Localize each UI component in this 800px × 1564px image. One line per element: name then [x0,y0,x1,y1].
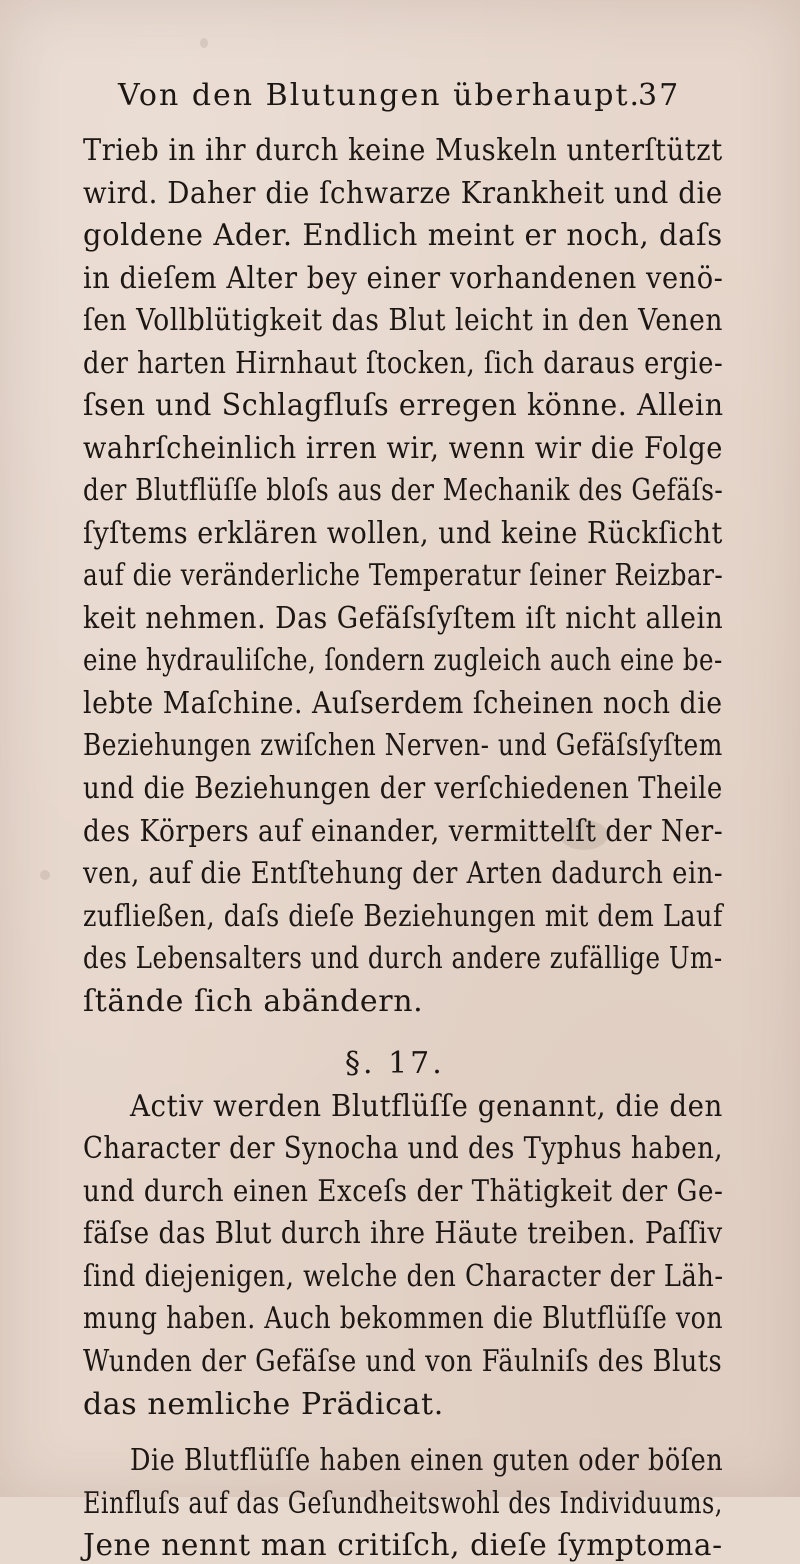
text-line: ven, auf die Entſtehung der Arten dadurch ein- [83,856,724,891]
text-line: ſtände ſich abändern. [83,984,424,1019]
running-header [118,78,718,118]
page-number: 37 [638,78,681,113]
text-line: Einfluſs auf das Geſundheitswohl des Individuums, [83,1486,723,1521]
text-line: ſen Vollblütigkeit das Blut leicht in den Venen [83,303,723,338]
text-line: goldene Ader. Endlich meint er noch, daſs [83,218,723,253]
text-line: auf die veränderliche Temperatur ſeiner Reizbar- [83,558,724,593]
text-line: des Lebensalters und durch andere zufällige Um- [83,941,723,976]
text-line: des Körpers auf einander, vermittelſt der Ner- [83,814,724,849]
text-line: ſsen und Schlagfluſs erregen könne. Allein [83,388,724,423]
text-line: das nemliche Prädicat. [83,1387,444,1422]
text-line: Wunden der Gefäſse und von Fäulniſs des Bluts [83,1344,723,1379]
text-line: zufließen, daſs dieſe Beziehungen mit dem Lauf [83,899,723,934]
running-title: Von den Blutungen überhaupt. [118,78,642,113]
text-line: Die Blutflüſſe haben einen guten oder böſen [130,1443,724,1478]
text-line: wird. Daher die ſchwarze Krankheit und die [83,176,723,211]
section-heading: §. 17. [345,1046,445,1081]
text-line: der Blutflüſſe bloſs aus der Mechanik des Gefäſs- [83,473,724,508]
paper-stain [200,38,208,48]
text-line: ſyſtems erklären wollen, und keine Rückſicht [83,516,723,551]
text-line: Character der Synocha und des Typhus haben, [83,1131,724,1166]
text-line: mung haben. Auch bekommen die Blutflüſſe von [83,1301,724,1336]
text-line: Activ werden Blutflüſſe genannt, die den [130,1089,723,1124]
text-line: Trieb in ihr durch keine Muskeln unterſtützt [83,133,723,168]
text-line: und durch einen Exceſs der Thätigkeit der Ge- [83,1174,724,1209]
text-line: in dieſem Alter bey einer vorhandenen venö- [83,261,724,296]
text-line: fäſse das Blut durch ihre Häute treiben. Paſſiv [83,1216,723,1251]
text-line: ſind diejenigen, welche den Character der Läh- [83,1259,724,1294]
text-line: und die Beziehungen der verſchiedenen Theile [83,771,723,806]
text-line: Jene nennt man critiſch, dieſe ſymptoma- [83,1528,723,1563]
text-line: wahrſcheinlich irren wir, wenn wir die Folge [83,431,724,466]
text-line: der harten Hirnhaut ſtocken, ſich daraus ergie- [83,346,724,381]
paper-stain [40,870,50,880]
text-line: eine hydrauliſche, ſondern zugleich auch eine be- [83,643,723,678]
text-line: lebte Maſchine. Auſserdem ſcheinen noch die [83,686,723,721]
text-line: keit nehmen. Das Gefäſsſyſtem iſt nicht allein [83,601,724,636]
text-line: Beziehungen zwiſchen Nerven- und Gefäſsſyſtem [83,728,723,763]
